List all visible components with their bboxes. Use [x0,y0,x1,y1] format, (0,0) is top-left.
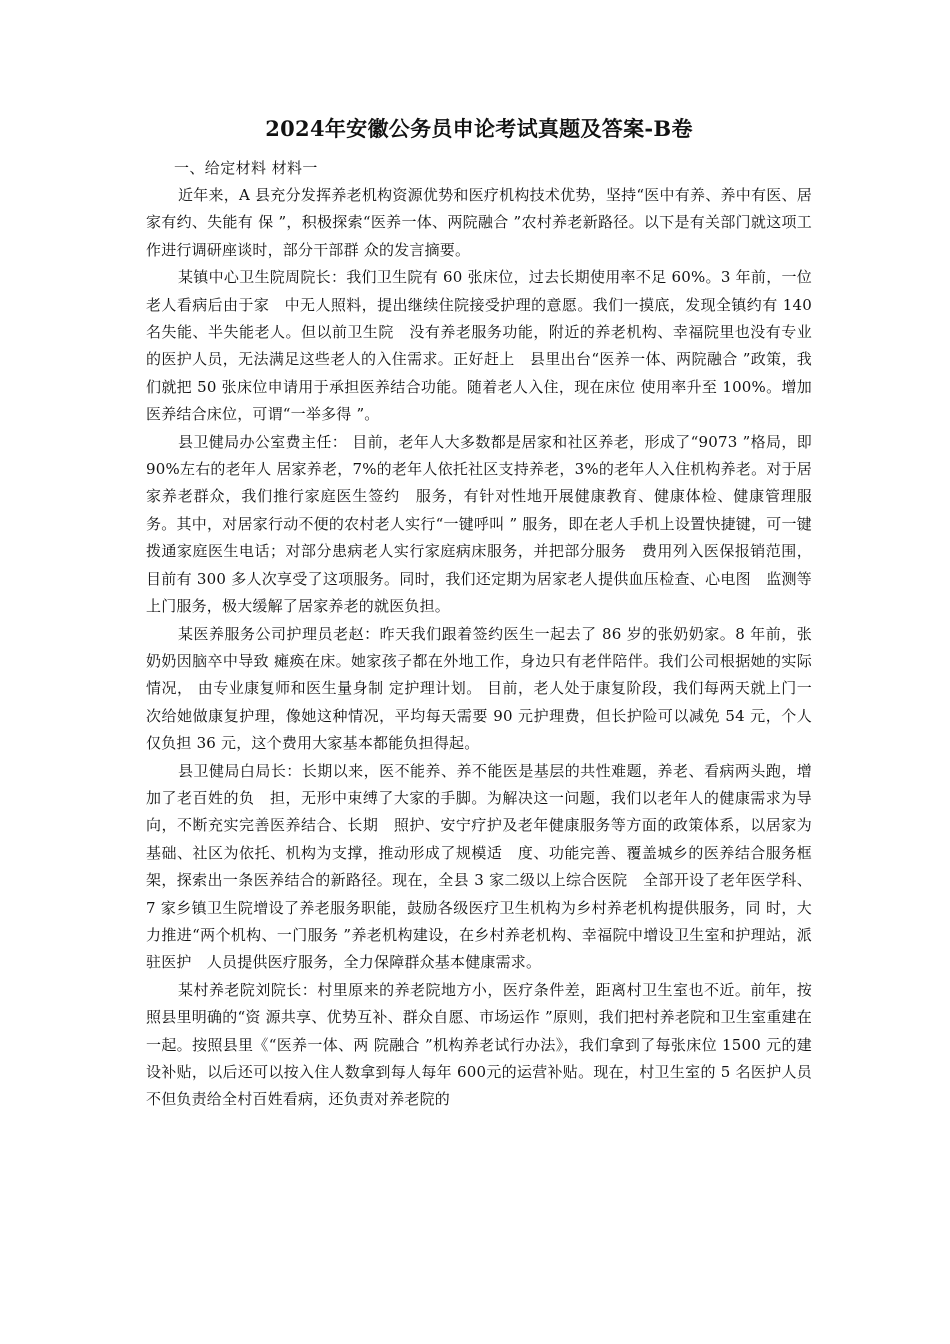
document-title: 2024年安徽公务员申论考试真题及答案-B卷 [265,116,693,141]
section-heading: 一、给定材料 材料一 [174,159,318,177]
paragraph-liu: 某村养老院刘院长：村里原来的养老院地方小，医疗条件差，距离村卫生室也不近。前年，按照县里明确的“资 源共享、优势互补、群众自愿、市场运作 ”原则，我们把村养老院和卫生室重建在一起。按照县里《“医养一体、两 院融合 ”机构养老试行办法》，我们拿到了每张床位 1500 元的建设补贴，以后还可以按入住人数拿到每人每年 600元的运营补贴。现在，村卫生室的 5 名医护人员不但负责给全村百姓看病，还负责对养老院的 [146,980,812,1109]
paragraph-zhou: 某镇中心卫生院周院长：我们卫生院有 60 张床位，过去长期使用率不足 60%。3 年前，一位老人看病后由于家 中无人照料，提出继续住院接受护理的意愿。我们一摸底，发现全镇约有 140 名失能、半失能老人。但以前卫生院 没有养老服务功能，附近的养老机构、幸福院里也没有专业的医护人员，无法满足这些老人的入住需求。正好赶上 县里出台“医养一体、两院融合 ”政策，我们就把 50 张床位申请用于承担医养结合功能。随着老人入住，现在床位 使用率升至 100%。增加医养结合床位，可谓“一举多得 ”。 [146,268,812,424]
paragraph-fei: 县卫健局办公室费主任： 目前，老年人大多数都是居家和社区养老，形成了“9073 ”格局，即 90%左右的老年人 居家养老，7%的老年人依托社区支持养老，3%的老年人入住机构养老。对于居家养老群众，我们推行家庭医生签约 服务，有针对性地开展健康教育、健康体检、健康管理服务。其中，对居家行动不便的农村老人实行“一键呼叫 ” 服务，即在老人手机上设置快捷键，可一键拨通家庭医生电话；对部分患病老人实行家庭病床服务，并把部分服务 费用列入医保报销范围， 目前有 300 多人次享受了这项服务。同时，我们还定期为居家老人提供血压检查、心电图 监测等上门服务，极大缓解了居家养老的就医负担。 [146,432,812,616]
paragraph-intro: 近年来，A 县充分发挥养老机构资源优势和医疗机构技术优势，坚持“医中有养、养中有医、居家有约、失能有 保 ”，积极探索“医养一体、两院融合 ”农村养老新路径。以下是有关部门就这项工作进行调研座谈时，部分干部群 众的发言摘要。 [146,186,812,259]
paragraph-zhao: 某医养服务公司护理员老赵：昨天我们跟着签约医生一起去了 86 岁的张奶奶家。8 年前，张奶奶因脑卒中导致 瘫痪在床。她家孩子都在外地工作，身边只有老伴陪伴。我们公司根据她的实际情况， 由专业康复师和医生量身制 定护理计划。 目前，老人处于康复阶段，我们每两天就上门一次给她做康复护理，像她这种情况，平均每天需要 90 元护理费，但长护险可以减免 54 元，个人仅负担 36 元，这个费用大家基本都能负担得起。 [146,624,812,753]
paragraph-bai: 县卫健局白局长：长期以来，医不能养、养不能医是基层的共性难题，养老、看病两头跑，增加了老百姓的负 担，无形中束缚了大家的手脚。为解决这一问题，我们以老年人的健康需求为导向，不断充实完善医养结合、长期 照护、安宁疗护及老年健康服务等方面的政策体系，以居家为基础、社区为依托、机构为支撑，推动形成了规模适 度、功能完善、覆盖城乡的医养结合服务框架，探索出一条医养结合的新路径。现在，全县 3 家二级以上综合医院 全部开设了老年医学科、7 家乡镇卫生院增设了养老服务职能，鼓励各级医疗卫生机构为乡村养老机构提供服务，同 时，大力推进“两个机构、一门服务 ”养老机构建设，在乡村养老机构、幸福院中增设卫生室和护理站，派驻医护 人员提供医疗服务，全力保障群众基本健康需求。 [146,761,812,972]
